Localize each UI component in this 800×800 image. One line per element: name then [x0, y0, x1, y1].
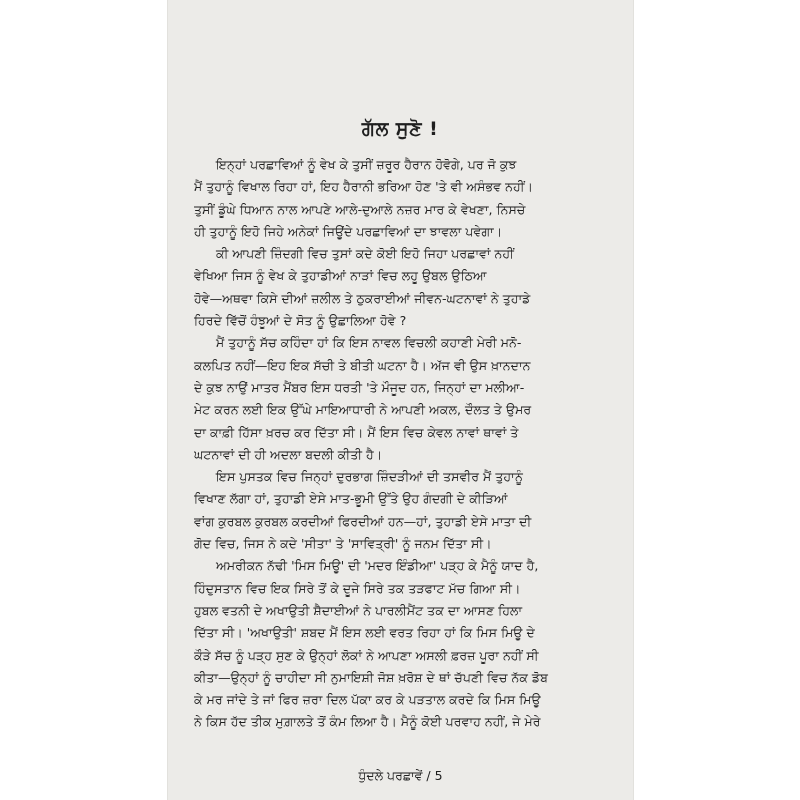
text-line: ਕੀਤਾ—ਉਨ੍ਹਾਂ ਨੂੰ ਚਾਹੀਦਾ ਸੀ ਨੁਮਾਇਸ਼ੀ ਜੋਸ਼ ਖ਼ਰੋਸ਼ ਦੇ ਥਾਂ ਚੱਪਣੀ ਵਿਚ ਨੱਕ ਡੋਬ — [194, 669, 548, 685]
text-line: ਕੌੜੇ ਸੱਚ ਨੂੰ ਪੜ੍ਹ ਸੁਣ ਕੇ ਉਨ੍ਹਾਂ ਲੋਕਾਂ ਨੇ ਆਪਣਾ ਅਸਲੀ ਫ਼ਰਜ਼ ਪੂਰਾ ਨਹੀਂ ਸੀ — [194, 647, 539, 663]
text-line: ਮੇਟ ਕਰਨ ਲਈ ਇਕ ਉੱਘੇ ਮਾਇਆਧਾਰੀ ਨੇ ਆਪਣੀ ਅਕਲ, ਦੌਲਤ ਤੇ ਉਮਰ — [194, 402, 532, 418]
body-text — [194, 154, 606, 734]
text-line: ਇਸ ਪੁਸਤਕ ਵਿਚ ਜਿਨ੍ਹਾਂ ਦੁਰਭਾਗ ਜ਼ਿੰਦੜੀਆਂ ਦੀ ਤਸਵੀਰ ਮੈਂ ਤੁਹਾਨੂੰ — [216, 469, 523, 485]
text-line: ਹਿਰਦੇ ਵਿੱਚੋਂ ਹੰਝੂਆਂ ਦੇ ਸੋਤ ਨੂੰ ਉਛਾਲਿਆ ਹੋਵੇ ? — [194, 313, 407, 329]
text-line: ਗੋਦ ਵਿਚ, ਜਿਸ ਨੇ ਕਦੇ 'ਸੀਤਾ' ਤੇ 'ਸਾਵਿਤ੍ਰੀ' ਨੂੰ ਜਨਮ ਦਿੱਤਾ ਸੀ। — [194, 536, 492, 552]
chapter-title: ਗੱਲ ਸੁਣੋ ! — [361, 118, 439, 140]
text-line: ਦੇ ਕੁਝ ਨਾਉਂ ਮਾਤਰ ਮੈਂਬਰ ਇਸ ਧਰਤੀ 'ਤੇ ਮੌਜੂਦ ਹਨ, ਜਿਨ੍ਹਾਂ ਦਾ ਮਲੀਆ- — [194, 379, 525, 395]
text-line: ਦਿੱਤਾ ਸੀ। 'ਅਖਾਉਤੀ' ਸ਼ਬਦ ਮੈਂ ਇਸ ਲਈ ਵਰਤ ਰਿਹਾ ਹਾਂ ਕਿ ਮਿਸ ਮਿਊ ਦੇ — [194, 625, 535, 641]
text-line: ਘਟਨਾਵਾਂ ਦੀ ਹੀ ਅਦਲਾ ਬਦਲੀ ਕੀਤੀ ਹੈ। — [194, 446, 383, 462]
book-page — [168, 0, 633, 800]
text-line: ਹੀ ਤੁਹਾਨੂੰ ਇਹੋ ਜਿਹੇ ਅਨੇਕਾਂ ਜਿਊਂਦੇ ਪਰਛਾਵਿਆਂ ਦਾ ਝਾਵਲਾ ਪਵੇਗਾ। — [194, 223, 503, 239]
text-line: ਮੈਂ ਤੁਹਾਨੂੰ ਸੱਚ ਕਹਿੰਦਾ ਹਾਂ ਕਿ ਇਸ ਨਾਵਲ ਵਿਚਲੀ ਕਹਾਣੀ ਮੇਰੀ ਮਨੋ- — [216, 335, 522, 351]
text-line: ਕੀ ਆਪਣੀ ਜ਼ਿੰਦਗੀ ਵਿਚ ਤੁਸਾਂ ਕਦੇ ਕੋਈ ਇਹੋ ਜਿਹਾ ਪਰਛਾਵਾਂ ਨਹੀਂ — [216, 246, 514, 262]
text-line: ਕੇ ਮਰ ਜਾਂਦੇ ਤੇ ਜਾਂ ਫਿਰ ਜ਼ਰਾ ਦਿਲ ਪੱਕਾ ਕਰ ਕੇ ਪੜਤਾਲ ਕਰਦੇ ਕਿ ਮਿਸ ਮਿਊ — [194, 692, 541, 708]
text-line: ਵੇਖਿਆ ਜਿਸ ਨੂੰ ਵੇਖ ਕੇ ਤੁਹਾਡੀਆਂ ਨਾੜਾਂ ਵਿਚ ਲਹੂ ਉਬਲ ਉਠਿਆ — [194, 268, 487, 284]
text-line: ਕਲਪਿਤ ਨਹੀਂ—ਇਹ ਇਕ ਸੱਚੀ ਤੇ ਬੀਤੀ ਘਟਨਾ ਹੈ। ਅੱਜ ਵੀ ਉਸ ਖ਼ਾਨਦਾਨ — [194, 357, 531, 373]
text-line: ਇਨ੍ਹਾਂ ਪਰਛਾਵਿਆਂ ਨੂੰ ਵੇਖ ਕੇ ਤੁਸੀਂ ਜ਼ਰੂਰ ਹੈਰਾਨ ਹੋਵੋਗੇ, ਪਰ ਜੋ ਕੁਝ — [216, 157, 517, 172]
text-line: ਦਾ ਕਾਫ਼ੀ ਹਿੱਸਾ ਖ਼ਰਚ ਕਰ ਦਿੱਤਾ ਸੀ। ਮੈਂ ਇਸ ਵਿਚ ਕੇਵਲ ਨਾਵਾਂ ਥਾਵਾਂ ਤੇ — [194, 424, 519, 440]
text-line: ਮੈਂ ਤੁਹਾਨੂੰ ਵਿਖਾਲ ਰਿਹਾ ਹਾਂ, ਇਹ ਹੈਰਾਨੀ ਭਰਿਆ ਹੋਣ 'ਤੇ ਵੀ ਅਸੰਭਵ ਨਹੀਂ। — [194, 179, 534, 195]
text-line: ਹੋਵੇ—ਅਥਵਾ ਕਿਸੇ ਦੀਆਂ ਜ਼ਲੀਲ ਤੇ ਠੁਕਰਾਈਆਂ ਜੀਵਨ-ਘਟਨਾਵਾਂ ਨੇ ਤੁਹਾਡੇ — [194, 290, 531, 306]
page-content — [194, 118, 606, 734]
page-footer: ਧੁੰਦਲੇ ਪਰਛਾਵੇਂ / 5 — [358, 768, 443, 783]
text-line: ਹਿੰਦੁਸਤਾਨ ਵਿਚ ਇਕ ਸਿਰੇ ਤੋਂ ਕੇ ਦੂਜੇ ਸਿਰੇ ਤਕ ਤੜਫਾਟ ਮੱਚ ਗਿਆ ਸੀ। — [194, 580, 521, 596]
text-line: ਵਿਖਾਣ ਲੱਗਾ ਹਾਂ, ਤੁਹਾਡੀ ਏਸੇ ਮਾਤ-ਭੂਮੀ ਉੱਤੇ ਉਹ ਗੰਦਗੀ ਦੇ ਕੀੜਿਆਂ — [194, 491, 508, 507]
text-line: ਅਮਰੀਕਨ ਨੱਢੀ 'ਮਿਸ ਮਿਊ' ਦੀ 'ਮਦਰ ਇੰਡੀਆ' ਪੜ੍ਹ ਕੇ ਮੈਨੂੰ ਯਾਦ ਹੈ, — [216, 558, 539, 574]
text-line: ਹੁਬਲ ਵਤਨੀ ਦੇ ਅਖਾਉਤੀ ਸ਼ੈਦਾਈਆਂ ਨੇ ਪਾਰਲੀਮੈਂਟ ਤਕ ਦਾ ਆਸਣ ਹਿਲਾ — [194, 602, 523, 618]
text-line: ਵਾਂਗ ਕੁਰਬਲ ਕੁਰਬਲ ਕਰਦੀਆਂ ਫਿਰਦੀਆਂ ਹਨ—ਹਾਂ, ਤੁਹਾਡੀ ਏਸੇ ਮਾਤਾ ਦੀ — [194, 513, 532, 529]
text-line: ਨੇ ਕਿਸ ਹੱਦ ਤੀਕ ਮੁਗ਼ਾਲਤੇ ਤੋਂ ਕੰਮ ਲਿਆ ਹੈ। ਮੈਨੂੰ ਕੋਈ ਪਰਵਾਹ ਨਹੀਂ, ਜੇ ਮੇਰੇ — [194, 714, 541, 730]
text-line: ਤੁਸੀਂ ਡੂੰਘੇ ਧਿਆਨ ਨਾਲ ਆਪਣੇ ਆਲੇ-ਦੁਆਲੇ ਨਜ਼ਰ ਮਾਰ ਕੇ ਵੇਖਣਾ, ਨਿਸਚੇ — [194, 201, 526, 217]
